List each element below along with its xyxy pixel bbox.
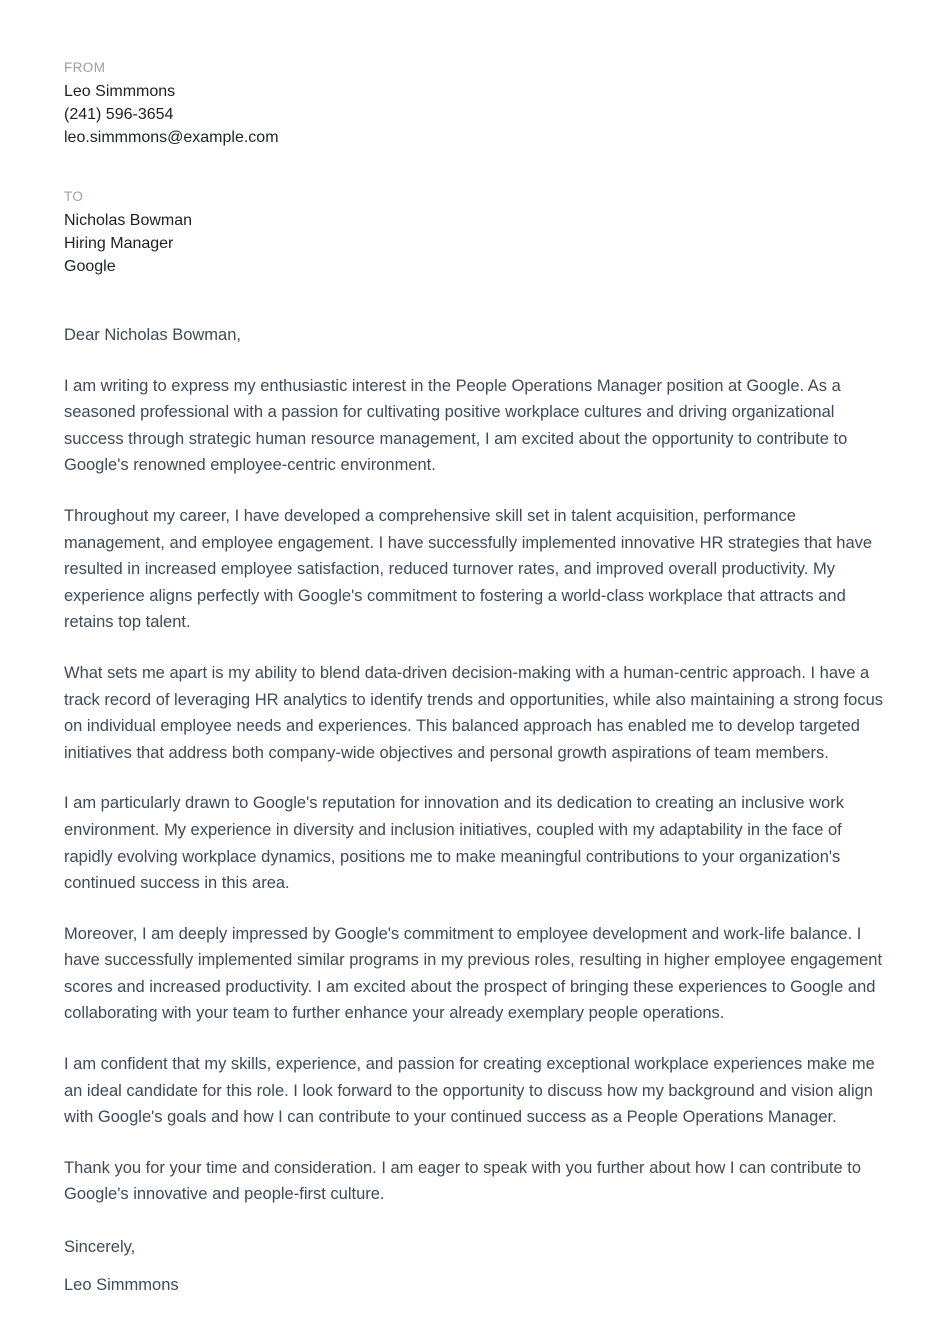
paragraph-7: Thank you for your time and consideration. I am eager to speak with you further about how I can contribute to Google's innovative and people-first culture. xyxy=(64,1158,862,1204)
recipient-name: Nicholas Bowman xyxy=(64,212,193,229)
from-label: FROM xyxy=(64,60,106,75)
to-label: TO xyxy=(64,189,84,204)
paragraph-6: I am confident that my skills, experience, and passion for creating exceptional workplace experiences make me an ideal candidate for this role. I look forward to the opportunity to discuss how my background and vision align with Google's goals and how I can contribute to your continued success as a People Operations Manager. xyxy=(64,1055,875,1127)
recipient-company: Google xyxy=(64,258,116,275)
recipient-block xyxy=(64,187,890,278)
sender-name: Leo Simmmons xyxy=(64,83,176,100)
sender-email: leo.simmmons@example.com xyxy=(64,129,279,146)
paragraph-5: Moreover, I am deeply impressed by Google's commitment to employee development and work-life balance. I have successfully implemented similar programs in my previous roles, resulting in higher employee engagement scores and increased productivity. I am excited about the prospect of bringing these experiences to Google and collaborating with your team to further enhance your already exemplary people operations. xyxy=(64,924,883,1023)
paragraph-2: Throughout my career, I have developed a comprehensive skill set in talent acquisition, performance management, and employee engagement. I have successfully implemented innovative HR strategies that have resulted in increased employee satisfaction, reduced turnover rates, and improved overall productivity. My experience aligns perfectly with Google's commitment to fostering a world-class workplace that attracts and retains top talent. xyxy=(64,506,873,632)
paragraph-3: What sets me apart is my ability to blend data-driven decision-making with a human-centric approach. I have a track record of leveraging HR analytics to identify trends and opportunities, while also maintaining a strong focus on individual employee needs and experiences. This balanced approach has enabled me to develop targeted initiatives that address both company-wide objectives and personal growth aspirations of team members. xyxy=(64,663,884,762)
letter-body xyxy=(64,322,890,1298)
salutation: Dear Nicholas Bowman, xyxy=(64,326,241,344)
closing: Sincerely, xyxy=(64,1238,136,1257)
paragraph-1: I am writing to express my enthusiastic interest in the People Operations Manager position at Google. As a seasoned professional with a passion for cultivating positive workplace cultures and driving organizational success through strategic human resource management, I am excited about the opportunity to contribute to Google's renowned employee-centric environment. xyxy=(64,376,848,475)
paragraph-4: I am particularly drawn to Google's reputation for innovation and its dedication to creating an inclusive work environment. My experience in diversity and inclusion initiatives, coupled with my adaptability in the face of rapidly evolving workplace dynamics, positions me to make meaningful contributions to your organization's continued success in this area. xyxy=(64,794,844,893)
recipient-title: Hiring Manager xyxy=(64,235,174,252)
sender-phone: (241) 596-3654 xyxy=(64,106,174,123)
sender-block xyxy=(64,58,890,149)
signature-name: Leo Simmmons xyxy=(64,1275,179,1294)
